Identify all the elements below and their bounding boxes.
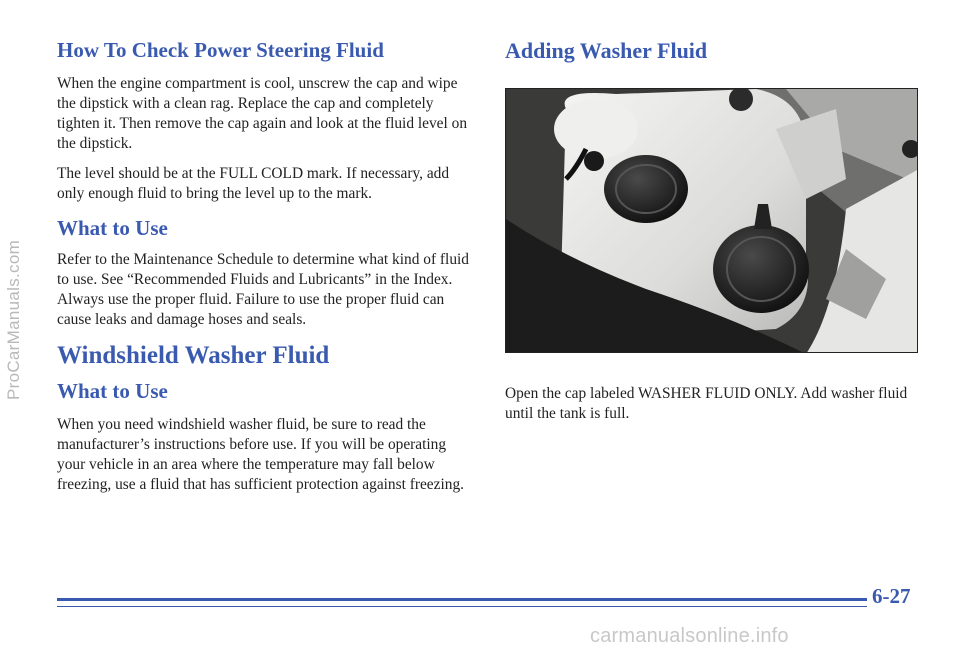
left-column [57,38,477,495]
photo-illustration [506,89,918,353]
paragraph-level: The level should be at the FULL COLD mark. If necessary, add only enough fluid to bring the level up to the mark. [57,165,450,203]
paragraph-open-cap: Open the cap labeled WASHER FLUID ONLY. Add washer fluid until the tank is full. [505,385,908,422]
heading-what-to-use-washer: What to Use [57,379,168,404]
right-column-header [505,38,925,63]
page-number: 6-27 [872,584,911,608]
right-column-body [505,384,925,424]
footer-rule-thin [57,606,867,607]
heading-what-to-use-steering: What to Use [57,216,168,241]
footer-rule-thick [57,598,867,601]
heading-power-steering: How To Check Power Steering Fluid [57,38,384,62]
heading-washer-fluid: Windshield Washer Fluid [57,342,330,370]
paragraph-check-procedure: When the engine compartment is cool, unscrew the cap and wipe the dipstick with a clean rag. Replace the cap and completely tighten it. Then remove the cap again and look at the fluid level on the dipstick. [57,75,468,153]
paragraph-washer-instructions: When you need windshield washer fluid, be sure to read the manufacturer’s instructions before use. If you will be operating your vehicle in an area where the temperature may fall below freezing, use a fluid that has sufficient protection against freezing. [57,416,464,494]
side-watermark: ProCarManuals.com [4,239,23,401]
washer-reservoir-photo [505,88,918,353]
footer-watermark: carmanualsonline.info [590,625,789,647]
heading-adding-washer-fluid: Adding Washer Fluid [505,38,708,63]
paragraph-fluid-type: Refer to the Maintenance Schedule to determine what kind of fluid to use. See “Recommended Fluids and Lubricants” in the Index. Always use the proper fluid. Failure to use the proper fluid can cause leaks and damage hoses and seals. [57,251,469,329]
